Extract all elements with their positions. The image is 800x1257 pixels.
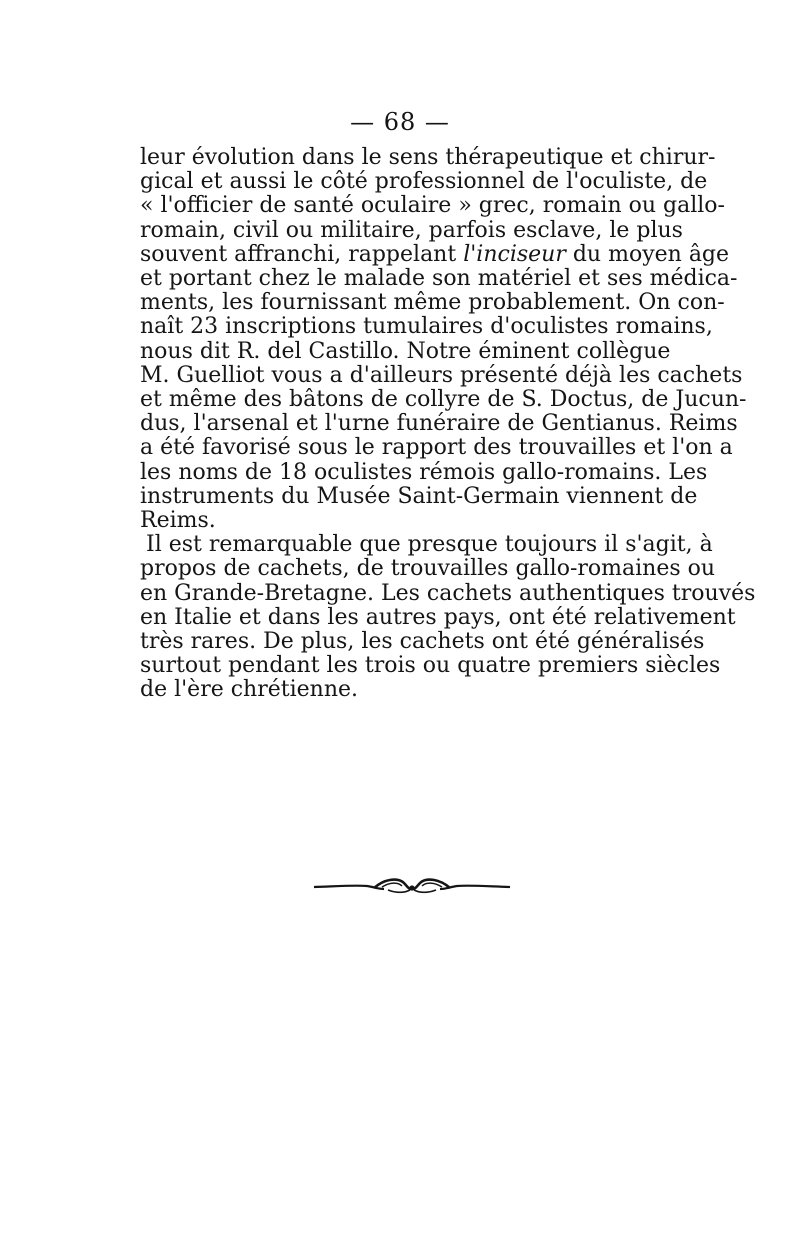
- text-line: gical et aussi le côté professionnel de l'oculiste, de: [140, 169, 708, 195]
- text-line-start: souvent affranchi, rappelant: [140, 241, 464, 267]
- text-line: très rares. De plus, les cachets ont été généralisés: [140, 629, 705, 655]
- text-line: « l'officier de santé oculaire » grec, romain ou gallo-: [140, 193, 725, 219]
- text-line: et portant chez le malade son matériel et ses médica-: [140, 266, 738, 292]
- fleuron-divider-icon: [312, 873, 512, 897]
- text-line: en Grande-Bretagne. Les cachets authentiques trouvés: [140, 580, 756, 606]
- text-line: M. Guelliot vous a d'ailleurs présenté déjà les cachets: [140, 362, 743, 388]
- text-line: propos de cachets, de trouvailles gallo-romaines ou: [140, 556, 716, 582]
- body-text: [140, 145, 756, 703]
- page-number: — 68 —: [350, 108, 450, 136]
- text-line: et même des bâtons de collyre de S. Doctus, de Jucun-: [140, 387, 747, 413]
- text-line: les noms de 18 oculistes rémois gallo-romains. Les: [140, 459, 708, 485]
- text-line: surtout pendant les trois ou quatre premiers siècles: [140, 653, 721, 679]
- text-line: ments, les fournissant même probablement. On con-: [140, 290, 725, 316]
- text-line: de l'ère chrétienne.: [140, 677, 359, 703]
- text-line: en Italie et dans les autres pays, ont été relativement: [140, 604, 736, 630]
- text-line: [140, 241, 730, 267]
- text-line: naît 23 inscriptions tumulaires d'oculistes romains,: [140, 314, 713, 340]
- text-line: Reims.: [140, 508, 216, 534]
- text-line: leur évolution dans le sens thérapeutique et chirur-: [140, 145, 716, 170]
- italic-term: l'inciseur: [463, 241, 566, 267]
- text-line: dus, l'arsenal et l'urne funéraire de Gentianus. Reims: [140, 411, 738, 437]
- text-line: instruments du Musée Saint-Germain viennent de: [140, 483, 698, 509]
- text-line: a été favorisé sous le rapport des trouvailles et l'on a: [140, 435, 733, 461]
- text-line: nous dit R. del Castillo. Notre éminent collègue: [140, 338, 671, 364]
- text-line: romain, civil ou militaire, parfois esclave, le plus: [140, 217, 683, 243]
- text-line: Il est remarquable que presque toujours il s'agit, à: [146, 532, 713, 558]
- text-line-end: du moyen âge: [565, 241, 730, 267]
